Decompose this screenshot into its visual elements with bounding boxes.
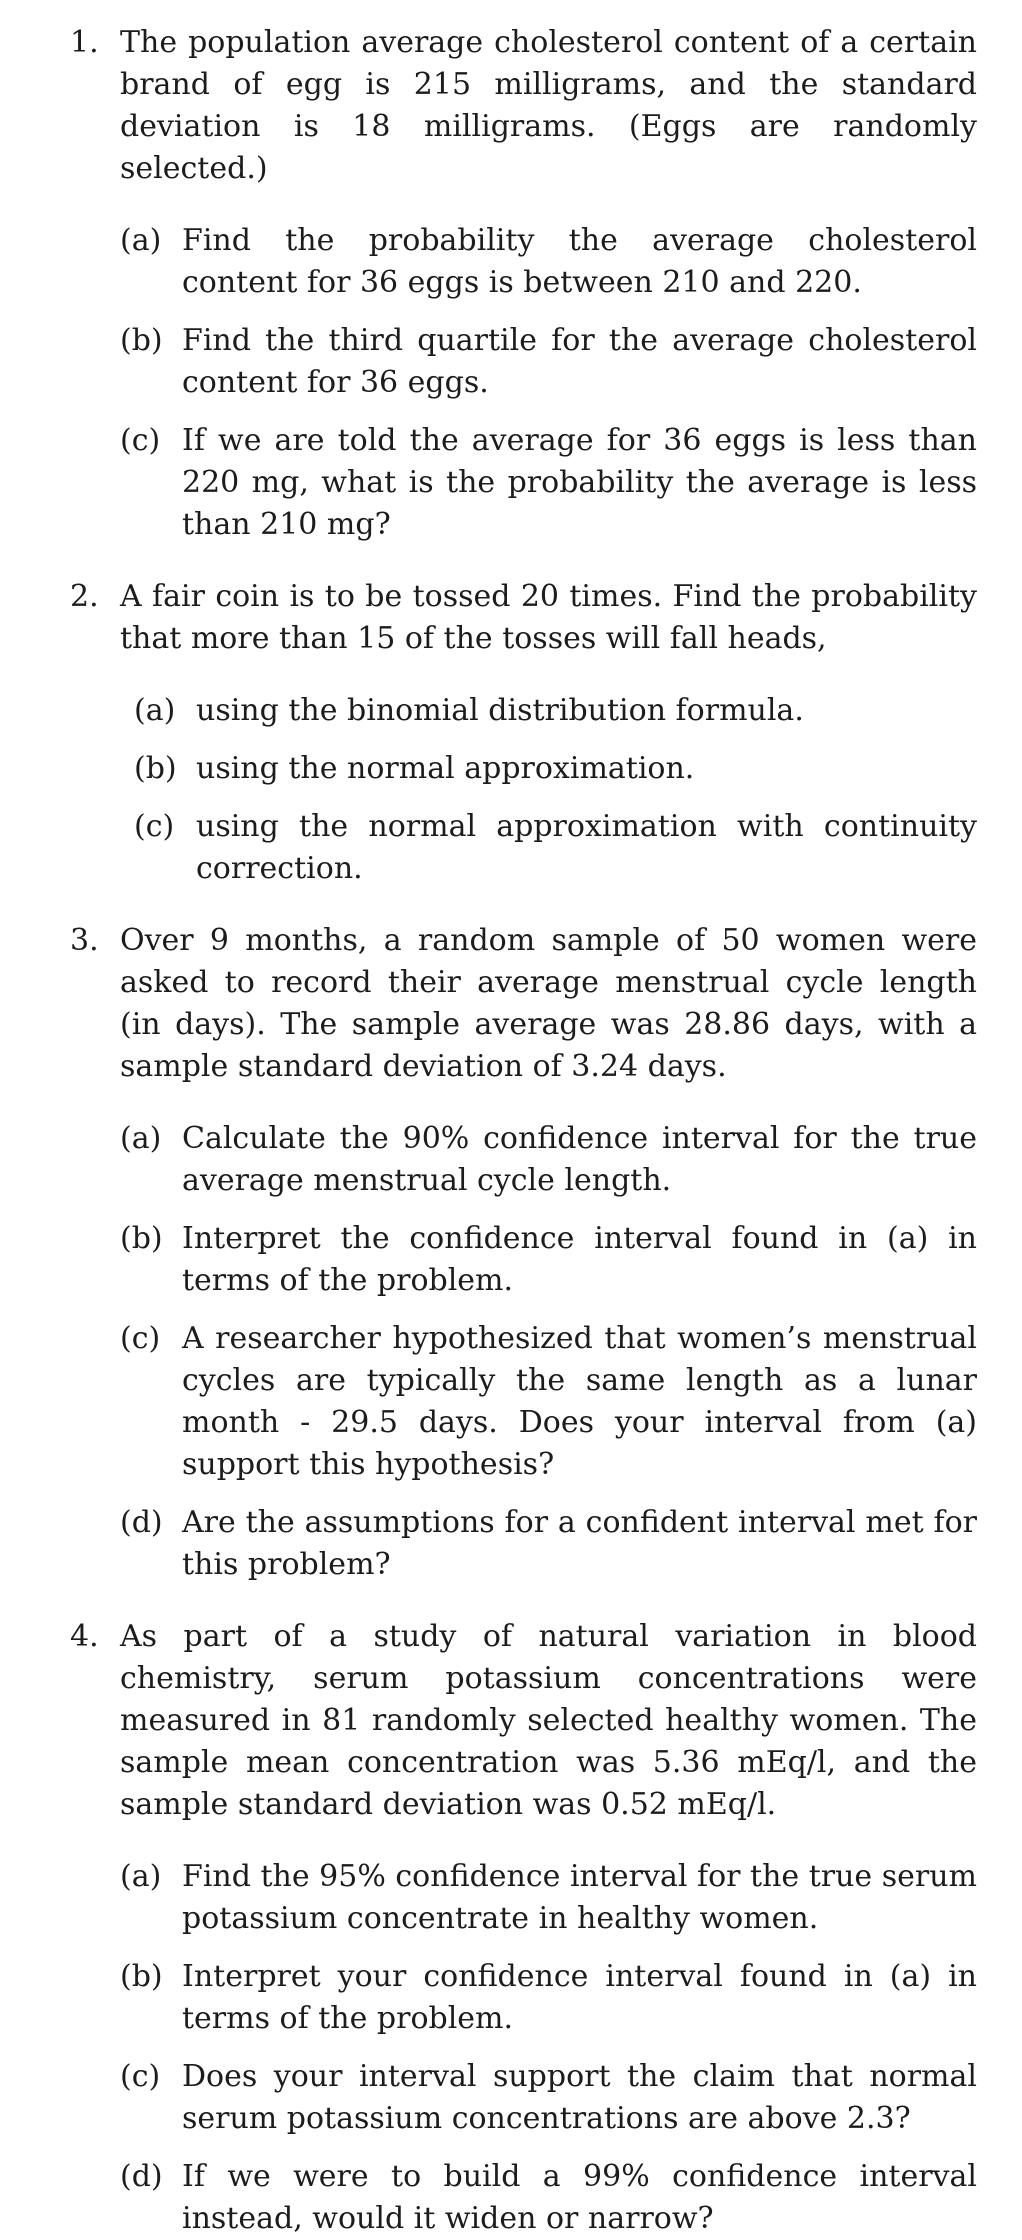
part-label: (a)	[120, 223, 162, 258]
part-text: Find the 95% confidence interval for the true serum potassium concentrate in healthy women.	[182, 1859, 977, 1936]
problem-parts	[120, 220, 977, 546]
part-text: Find the probability the average cholesterol content for 36 eggs is between 210 and 220.	[182, 223, 977, 300]
problem-text: The population average cholesterol content of a certain brand of egg is 215 milligrams, and the standard deviation is 18 milligrams. (Eggs are randomly selected.)	[120, 25, 977, 186]
problem-text: As part of a study of natural variation in blood chemistry, serum potassium concentrations were measured in 81 randomly selected healthy women. The sample mean concentration was 5.36 mEq/l, and the sample standard deviation was 0.52 mEq/l.	[120, 1619, 977, 1822]
problem-part	[120, 1502, 977, 1586]
part-text: A researcher hypothesized that women’s menstrual cycles are typically the same length as a lunar month - 29.5 days. Does your interval from (a) support this hypothesis?	[182, 1321, 977, 1482]
part-label: (a)	[120, 1859, 162, 1894]
problem-number: 4.	[70, 1619, 99, 1654]
problem-number: 2.	[70, 579, 99, 614]
problem-part	[120, 420, 977, 546]
problem-4	[70, 1616, 977, 2240]
problem-part	[134, 806, 977, 890]
part-text: using the binomial distribution formula.	[196, 693, 804, 728]
problem-number: 1.	[70, 25, 99, 60]
part-label: (b)	[120, 323, 163, 358]
part-label: (d)	[120, 1505, 163, 1540]
problem-parts	[120, 690, 977, 890]
problem-part	[120, 1218, 977, 1302]
problem-part	[134, 690, 977, 732]
part-label: (c)	[120, 1321, 161, 1356]
problem-part	[120, 2156, 977, 2240]
part-text: using the normal approximation.	[196, 751, 695, 786]
problem-part	[120, 220, 977, 304]
problem-part	[120, 1318, 977, 1486]
part-label: (b)	[120, 1221, 163, 1256]
problem-part	[120, 2056, 977, 2140]
part-label: (b)	[120, 1959, 163, 1994]
part-text: Interpret the confidence interval found in (a) in terms of the problem.	[182, 1221, 977, 1298]
part-label: (c)	[120, 423, 161, 458]
part-label: (c)	[120, 2059, 161, 2094]
problem-3	[70, 920, 977, 1586]
problem-sheet	[70, 22, 977, 2240]
problem-number: 3.	[70, 923, 99, 958]
problem-part	[120, 1118, 977, 1202]
problem-part	[120, 1856, 977, 1940]
part-text: Does your interval support the claim that normal serum potassium concentrations are above 2.3?	[182, 2059, 977, 2136]
problem-parts	[120, 1118, 977, 1586]
problem-part	[120, 1956, 977, 2040]
problem-2	[70, 576, 977, 890]
problem-part	[134, 748, 977, 790]
part-text: Find the third quartile for the average cholesterol content for 36 eggs.	[182, 323, 977, 400]
part-text: Are the assumptions for a confident interval met for this problem?	[182, 1505, 977, 1582]
problem-text: A fair coin is to be tossed 20 times. Find the probability that more than 15 of the tosses will fall heads,	[120, 579, 977, 656]
part-label: (a)	[134, 693, 176, 728]
part-text: If we are told the average for 36 eggs is less than 220 mg, what is the probability the average is less than 210 mg?	[182, 423, 977, 542]
part-label: (d)	[120, 2159, 163, 2194]
problem-text: Over 9 months, a random sample of 50 women were asked to record their average menstrual cycle length (in days). The sample average was 28.86 days, with a sample standard deviation of 3.24 days.	[120, 923, 977, 1084]
part-text: Interpret your confidence interval found in (a) in terms of the problem.	[182, 1959, 977, 2036]
part-text: If we were to build a 99% confidence interval instead, would it widen or narrow?	[182, 2159, 977, 2236]
problem-part	[120, 320, 977, 404]
problem-1	[70, 22, 977, 546]
part-label: (a)	[120, 1121, 162, 1156]
part-text: Calculate the 90% confidence interval for the true average menstrual cycle length.	[182, 1121, 977, 1198]
problem-parts	[120, 1856, 977, 2240]
part-text: using the normal approximation with continuity correction.	[196, 809, 977, 886]
part-label: (b)	[134, 751, 177, 786]
part-label: (c)	[134, 809, 175, 844]
